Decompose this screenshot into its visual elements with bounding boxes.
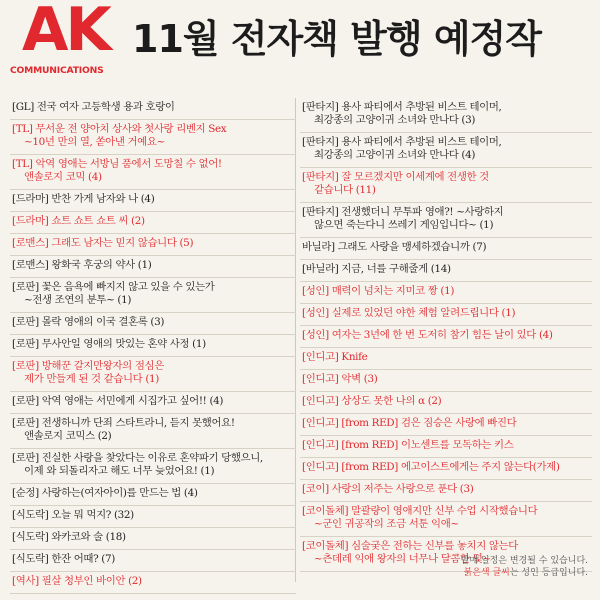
title-list-item [300, 168, 592, 203]
title-line: [순정] 사랑하는(여자아이)를 만드는 법 (4) [12, 487, 198, 499]
right-title-list [300, 98, 592, 572]
title-list-item [300, 370, 592, 392]
title-line: [인디고] 상상도 못한 나의 α (2) [302, 395, 442, 407]
title-line: [로판] 몰락 영애의 이국 결혼록 (3) [12, 316, 165, 328]
title-line: [인디고] 악벽 (3) [302, 373, 378, 385]
title-line: [인디고] [from RED] 이노센트를 모독하는 키스 [302, 439, 514, 451]
title-subline: ~10년 만의 열, 쏟아낸 거예요~ [24, 135, 165, 148]
title-line: [역사] 필살 청부인 바이안 (2) [12, 575, 142, 587]
title-list-item [10, 449, 296, 484]
title-line: [판타지] 용사 파티에서 추방된 비스트 테이머, [302, 101, 502, 113]
title-subline: 제가 만들게 된 것 같습니다 (1) [24, 372, 159, 385]
title-subline: 같습니다 (11) [314, 183, 376, 196]
title-list-item [300, 480, 592, 502]
title-list-item [10, 278, 296, 313]
title-list-item [10, 234, 296, 256]
title-list-item [10, 414, 296, 449]
title-line: [식도락] 한잔 어때? (7) [12, 553, 115, 565]
title-subline: ~전생 조연의 분투~ (1) [24, 293, 132, 306]
title-line: [로판] 방해꾼 갈지만왕자의 점심은 [12, 360, 164, 372]
schedule-notice: 발매 일정은 변경될 수 있습니다. [460, 556, 588, 566]
title-list-item [10, 392, 296, 414]
title-list-item [300, 238, 592, 260]
title-line: [로판] 진실한 사랑을 찾았다는 이유로 혼약파기 당했으니, [12, 452, 263, 464]
title-line: [로판] 꽃은 음욕에 빠지지 않고 있을 수 있는가 [12, 281, 215, 293]
logo-main: AK [22, 0, 109, 65]
rating-notice-red: 붉은색 글씨 [463, 568, 510, 578]
title-list-item [300, 98, 592, 133]
title-line: [로맨스] 왕화국 후궁의 약사 (1) [12, 259, 152, 271]
title-list-item [300, 304, 592, 326]
title-list-item [10, 357, 296, 392]
title-line: [TL] 악역 영애는 서방님 품에서 도망칠 수 없어! [12, 158, 222, 170]
title-list-item [10, 550, 296, 572]
page-title: 11월 전자책 발행 예정작 [132, 17, 541, 61]
title-subline: 앤솔로지 코믹스 (2) [24, 429, 112, 442]
title-list-item [300, 282, 592, 304]
title-line: 바닐라] 그래도 사랑을 맹세하겠습니까 (7) [302, 241, 487, 253]
left-title-list [10, 98, 296, 594]
header [0, 0, 600, 82]
title-list-item [10, 484, 296, 506]
title-list-item [300, 436, 592, 458]
title-line: [바닐라] 지금, 너를 구해줄게 (14) [302, 263, 451, 275]
title-subline: 않으면 죽는다니 쓰레기 게임입니다~ (1) [314, 218, 494, 231]
footer-notes [461, 555, 588, 579]
title-list-item [10, 335, 296, 357]
title-line: [성인] 매력이 넘치는 지미코 짱 (1) [302, 285, 455, 297]
title-list-item [10, 190, 296, 212]
title-list-item [300, 392, 592, 414]
title-line: [드라마] 반찬 가게 남자와 나 (4) [12, 193, 155, 205]
title-line: [드라마] 쇼트 쇼트 쇼트 씨 (2) [12, 215, 145, 227]
title-subline: 최강종의 고양이귀 소녀와 만나다 (3) [314, 113, 476, 126]
title-list-item [10, 120, 296, 155]
title-line: [인디고] Knife [302, 351, 368, 363]
ak-communications-logo [8, 0, 120, 78]
title-subline: 최강종의 고양이귀 소녀와 만나다 (4) [314, 148, 476, 161]
title-list-item [10, 506, 296, 528]
title-subline: ~군인 귀공작의 조금 서툰 익애~ [314, 517, 459, 530]
title-list-item [300, 458, 592, 480]
rating-notice-rest: 는 성인 등급입니다. [509, 568, 588, 578]
title-line: [판타지] 잘 모르겠지만 이세계에 전생한 것 [302, 171, 489, 183]
title-list-item [10, 572, 296, 594]
title-line: [성인] 실제로 있었던 야한 체험 알려드립니다 (1) [302, 307, 516, 319]
title-line: [인디고] [from RED] 검은 짐승은 사랑에 빠진다 [302, 417, 517, 429]
title-line: [로맨스] 그래도 남자는 믿지 않습니다 (5) [12, 237, 194, 249]
title-line: [성인] 여자는 3년에 한 번 도저히 참기 힘든 날이 있다 (4) [302, 329, 553, 341]
title-line: [코이돌체] 말괄량이 영애지만 신부 수업 시작했습니다 [302, 505, 538, 517]
title-list-item [300, 133, 592, 168]
title-list-item [300, 260, 592, 282]
title-list-item [300, 203, 592, 238]
title-line: [로판] 악역 영애는 서민에게 시집가고 싶어!! (4) [12, 395, 224, 407]
title-list-item [300, 502, 592, 537]
title-line: [로판] 무사안일 영애의 맛있는 혼약 사정 (1) [12, 338, 206, 350]
title-list-item [10, 212, 296, 234]
title-list-item [10, 256, 296, 278]
title-subline: ~츤데레 익애 왕자의 너무나 달콤한 덫~ [314, 552, 491, 565]
title-line: [판타지] 전생했더니 무투파 영애?! ~사랑하지 [302, 206, 504, 218]
title-list-item [10, 528, 296, 550]
title-subline: 앤솔로지 코믹 (4) [24, 170, 102, 183]
rating-notice [461, 567, 588, 579]
title-list-item [10, 313, 296, 335]
title-line: [식도락] 오늘 뭐 먹지? (32) [12, 509, 134, 521]
title-list-item [10, 155, 296, 190]
title-line: [코이돌체] 심술궂은 전하는 신부를 놓치지 않는다 [302, 540, 518, 552]
title-line: [인디고] [from RED] 에고이스트에게는 주지 않는다(가제) [302, 461, 560, 473]
title-line: [로판] 전생하니까 단죄 스타트라니, 듣지 못했어요! [12, 417, 235, 429]
title-line: [판타지] 용사 파티에서 추방된 비스트 테이머, [302, 136, 502, 148]
title-list-item [10, 98, 296, 120]
title-line: [TL] 무서운 전 양아치 상사와 첫사랑 리벤지 Sex [12, 123, 227, 135]
title-line: [코이] 사랑의 저주는 사랑으로 푼다 (3) [302, 483, 474, 495]
logo-sub: COMMUNICATIONS [10, 65, 104, 76]
title-list-item [300, 326, 592, 348]
title-list-item [300, 414, 592, 436]
title-list-item [300, 348, 592, 370]
title-line: [GL] 전국 여자 고등학생 용과 호랑이 [12, 101, 175, 113]
title-subline: 이제 와 되돌리자고 해도 너무 늦었어요! (1) [24, 464, 215, 477]
title-line: [식도락] 와카코와 술 (18) [12, 531, 126, 543]
